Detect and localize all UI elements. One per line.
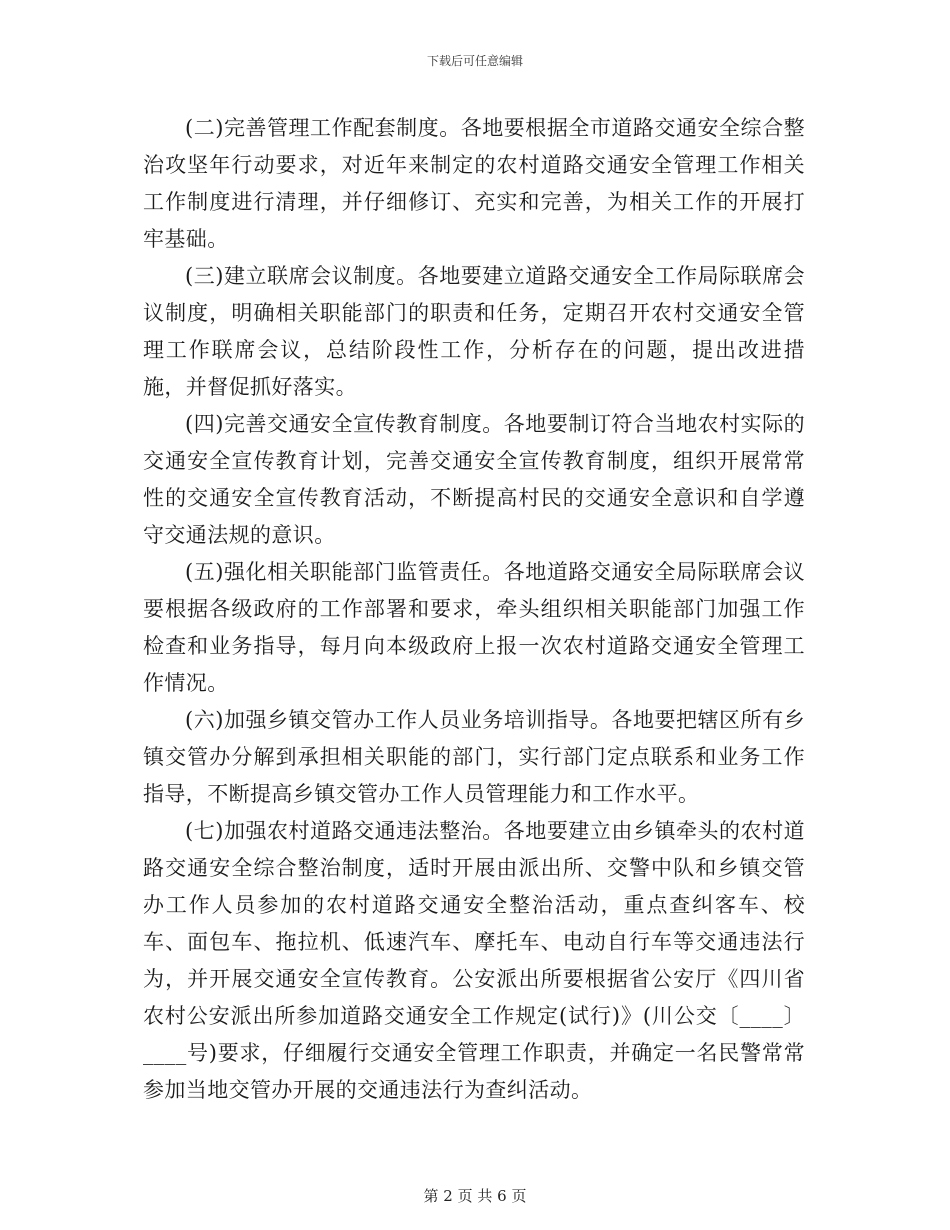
paragraph-6: (六)加强乡镇交管办工作人员业务培训指导。各地要把辖区所有乡镇交管办分解到承担相关职能的部门，实行部门定点联系和业务工作指导，不断提高乡镇交管办工作人员管理能力和工作水平。 bbox=[143, 708, 805, 806]
paragraph-7: (七)加强农村道路交通违法整治。各地要建立由乡镇牵头的农村道路交通安全综合整治制度，适时开展由派出所、交警中队和乡镇交管办工作人员参加的农村道路交通安全整治活动，重点查纠客车、校车、面包车、拖拉机、低速汽车、摩托车、电动自行车等交通违法行为，并开展交通安全宣传教育。公安派出所要根据省公安厅《四川省农村公安派出所参加道路交通安全工作规定(试行)》(川公交〔____〕____号)要求，仔细履行交通安全管理工作职责，并确定一名民警常常参加当地交管办开展的交通违法行为查纠活动。 bbox=[143, 819, 805, 1102]
paragraph-2: (二)完善管理工作配套制度。各地要根据全市道路交通安全综合整治攻坚年行动要求，对近年来制定的农村道路交通安全管理工作相关工作制度进行清理，并仔细修订、充实和完善，为相关工作的开展打牢基础。 bbox=[143, 116, 805, 251]
paragraph-3: (三)建立联席会议制度。各地要建立道路交通安全工作局际联席会议制度，明确相关职能部门的职责和任务，定期召开农村交通安全管理工作联席会议，总结阶段性工作，分析存在的问题，提出改进措施，并督促抓好落实。 bbox=[143, 264, 805, 399]
document-body bbox=[143, 110, 805, 1109]
paragraph-4: (四)完善交通安全宣传教育制度。各地要制订符合当地农村实际的交通安全宣传教育计划，完善交通安全宣传教育制度，组织开展常常性的交通安全宣传教育活动，不断提高村民的交通安全意识和自学遵守交通法规的意识。 bbox=[143, 412, 805, 547]
paragraph-5: (五)强化相关职能部门监管责任。各地道路交通安全局际联席会议要根据各级政府的工作部署和要求，牵头组织相关职能部门加强工作检查和业务指导，每月向本级政府上报一次农村道路交通安全管理工作情况。 bbox=[143, 560, 805, 695]
page-number-footer: 第 2 页 共 6 页 bbox=[423, 1187, 527, 1205]
page-header: 下载后可任意编辑 bbox=[426, 54, 523, 68]
